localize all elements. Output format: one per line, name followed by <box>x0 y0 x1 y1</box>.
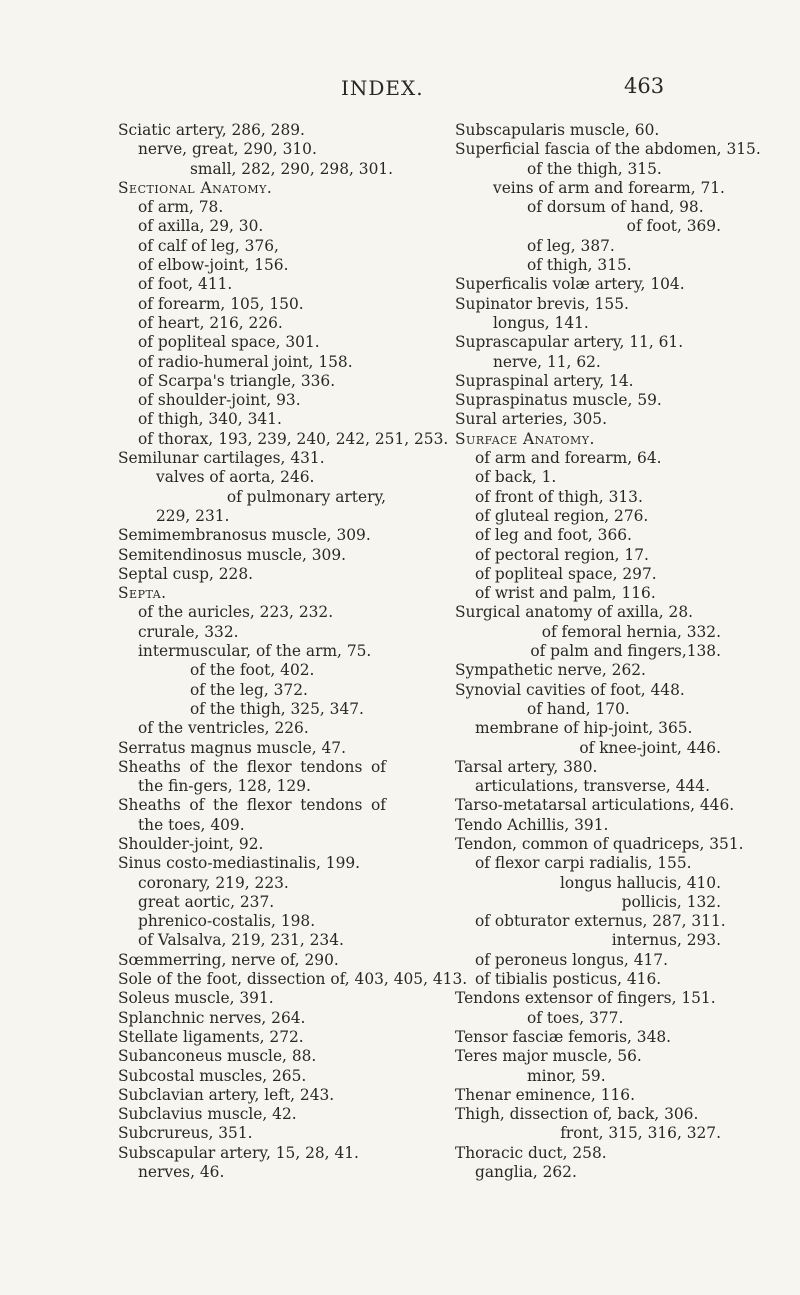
page-header <box>0 76 800 106</box>
index-entry: Teres major muscle, 56. <box>455 1047 642 1066</box>
index-entry: Subscapularis muscle, 60. <box>455 121 660 139</box>
index-subentry: of gluteal region, 276. <box>475 506 649 525</box>
index-subentry: phrenico-costalis, 198. <box>138 912 316 931</box>
index-subentry: of dorsum of hand, 98. <box>527 198 704 217</box>
index-subentry: internus, 293. <box>611 931 721 950</box>
index-entry: Thenar eminence, 116. <box>455 1085 635 1104</box>
index-subentry: minor, 59. <box>527 1066 606 1085</box>
index-entry: Supraspinal artery, 14. <box>455 371 634 390</box>
index-subentry: of palm and fingers,138. <box>530 642 721 661</box>
index-subentry: nerve, great, 290, 310. <box>138 140 317 159</box>
index-subentry: coronary, 219, 223. <box>138 873 289 892</box>
index-entry: Subcrureus, 351. <box>118 1124 253 1143</box>
index-subentry: of thigh, 340, 341. <box>138 410 282 429</box>
index-subentry: of the leg, 372. <box>190 680 308 699</box>
index-subentry: of forearm, 105, 150. <box>138 294 304 313</box>
index-subentry: of obturator externus, 287, 311. <box>475 912 726 931</box>
index-entry: Thoracic duct, 258. <box>455 1143 607 1162</box>
index-heading: Septa. <box>118 584 167 603</box>
index-entry: Sciatic artery, 286, 289. <box>118 121 305 139</box>
index-entry: Semitendinosus muscle, 309. <box>118 545 347 564</box>
index-entry: Sympathetic nerve, 262. <box>455 661 646 680</box>
index-entry: Sinus costo-mediastinalis, 199. <box>118 854 361 873</box>
index-entry: Stellate ligaments, 272. <box>118 1027 304 1046</box>
index-entry: Superficial fascia of the abdomen, 315. <box>455 140 761 159</box>
index-subentry: of pectoral region, 17. <box>475 545 649 564</box>
index-subentry: of front of thigh, 313. <box>475 487 643 506</box>
index-subentry: of wrist and palm, 116. <box>475 584 656 603</box>
index-entry: Septal cusp, 228. <box>118 564 254 583</box>
index-subentry: great aortic, 237. <box>138 892 275 911</box>
index-subentry: of tibialis posticus, 416. <box>475 970 662 989</box>
index-heading: Sectional Anatomy. <box>118 178 273 197</box>
index-entry: Tendons extensor of fingers, 151. <box>455 989 716 1008</box>
index-subentry: intermuscular, of the arm, 75. <box>138 642 372 661</box>
index-subentry: veins of arm and forearm, 71. <box>493 178 725 197</box>
page-number: 463 <box>624 74 665 98</box>
index-entry: Surgical anatomy of axilla, 28. <box>455 603 694 622</box>
index-subentry: longus hallucis, 410. <box>560 873 721 892</box>
index-entry: Subscapular artery, 15, 28, 41. <box>118 1143 359 1162</box>
index-subentry: of the ventricles, 226. <box>138 719 309 738</box>
index-subentry: of Valsalva, 219, 231, 234. <box>138 931 344 950</box>
index-subentry: of leg and foot, 366. <box>475 526 632 545</box>
index-subentry: pollicis, 132. <box>621 892 721 911</box>
index-heading: Surface Anatomy. <box>455 429 595 448</box>
index-entry: Soleus muscle, 391. <box>118 989 274 1008</box>
index-entry: Tarsal artery, 380. <box>455 757 598 776</box>
page-title: INDEX. <box>341 76 424 100</box>
index-subentry: small, 282, 290, 298, 301. <box>190 159 394 178</box>
index-subentry: of back, 1. <box>475 468 557 487</box>
index-subentry: of radio-humeral joint, 158. <box>138 352 353 371</box>
index-subentry: of popliteal space, 297. <box>475 564 657 583</box>
index-entry: Subclavian artery, left, 243. <box>118 1085 335 1104</box>
index-entry: Sheaths of the flexor tendons of the toes, 409. <box>118 796 386 834</box>
index-entry: Synovial cavities of foot, 448. <box>455 680 685 699</box>
index-entry: Sœmmerring, nerve of, 290. <box>118 950 339 969</box>
index-entry: Sural arteries, 305. <box>455 410 607 429</box>
index-subentry: ganglia, 262. <box>475 1163 577 1182</box>
index-subentry: of leg, 387. <box>527 236 615 255</box>
index-subentry: of hand, 170. <box>527 699 630 718</box>
index-subentry: of calf of leg, 376, <box>138 236 279 255</box>
index-entry: Subclavius muscle, 42. <box>118 1105 297 1124</box>
index-subentry: crurale, 332. <box>138 622 239 641</box>
index-subentry: of pulmonary artery, <box>226 487 386 506</box>
index-subentry: of thigh, 315. <box>527 256 632 275</box>
index-subentry: of thorax, 193, 239, 240, 242, 251, 253. <box>138 429 449 448</box>
index-subentry: articulations, transverse, 444. <box>475 777 710 796</box>
index-subentry: valves of aorta, 246. <box>156 468 315 487</box>
index-subentry: of the thigh, 315. <box>527 159 662 178</box>
index-subentry: front, 315, 316, 327. <box>560 1124 721 1143</box>
index-entry: Thigh, dissection of, back, 306. <box>455 1105 699 1124</box>
index-subentry: of flexor carpi radialis, 155. <box>475 854 692 873</box>
index-subentry: of knee-joint, 446. <box>579 738 721 757</box>
index-entry: Supraspinatus muscle, 59. <box>455 391 662 410</box>
index-subentry: nerve, 11, 62. <box>493 352 601 371</box>
index-entry: Tarso-metatarsal articulations, 446. <box>455 796 735 815</box>
index-subentry: of axilla, 29, 30. <box>138 217 264 236</box>
index-entry: Splanchnic nerves, 264. <box>118 1008 306 1027</box>
index-entry: Suprascapular artery, 11, 61. <box>455 333 684 352</box>
index-subentry: of Scarpa's triangle, 336. <box>138 371 336 390</box>
index-entry: Sole of the foot, dissection of, 403, 405, 413. <box>118 970 468 989</box>
index-entry: Semimembranosus muscle, 309. <box>118 526 371 545</box>
index-subentry: 229, 231. <box>156 506 230 525</box>
index-entry: Tendon, common of quadriceps, 351. <box>455 834 744 853</box>
index-column-right <box>455 121 761 1182</box>
index-subentry: of toes, 377. <box>527 1008 624 1027</box>
index-subentry: of foot, 411. <box>138 275 233 294</box>
index-subentry: of the thigh, 325, 347. <box>190 699 364 718</box>
index-subentry: of the auricles, 223, 232. <box>138 603 334 622</box>
index-subentry: longus, 141. <box>493 313 589 332</box>
index-subentry: of shoulder-joint, 93. <box>138 391 301 410</box>
index-subentry: of femoral hernia, 332. <box>541 622 721 641</box>
index-entry: Tensor fasciæ femoris, 348. <box>455 1027 672 1046</box>
index-entry: Sheaths of the flexor tendons of the fin-gers, 128, 129. <box>118 757 386 796</box>
index-subentry: of elbow-joint, 156. <box>138 256 289 275</box>
index-column-left <box>118 121 468 1182</box>
index-entry: Supinator brevis, 155. <box>455 294 629 313</box>
index-subentry: of the foot, 402. <box>190 661 315 680</box>
index-subentry: of heart, 216, 226. <box>138 313 283 332</box>
index-subentry: of arm and forearm, 64. <box>475 449 662 468</box>
index-subentry: of arm, 78. <box>138 198 224 217</box>
index-entry: Serratus magnus muscle, 47. <box>118 738 346 757</box>
index-subentry: of foot, 369. <box>626 217 721 236</box>
index-subentry: membrane of hip-joint, 365. <box>475 719 693 738</box>
index-subentry: of peroneus longus, 417. <box>475 950 668 969</box>
index-subentry: nerves, 46. <box>138 1163 225 1182</box>
index-entry: Semilunar cartilages, 431. <box>118 449 325 468</box>
index-subentry: of popliteal space, 301. <box>138 333 320 352</box>
index-entry: Subanconeus muscle, 88. <box>118 1047 317 1066</box>
index-entry: Superficalis volæ artery, 104. <box>455 275 685 294</box>
index-entry: Shoulder-joint, 92. <box>118 834 264 853</box>
index-entry: Tendo Achillis, 391. <box>455 815 609 834</box>
index-entry: Subcostal muscles, 265. <box>118 1066 307 1085</box>
